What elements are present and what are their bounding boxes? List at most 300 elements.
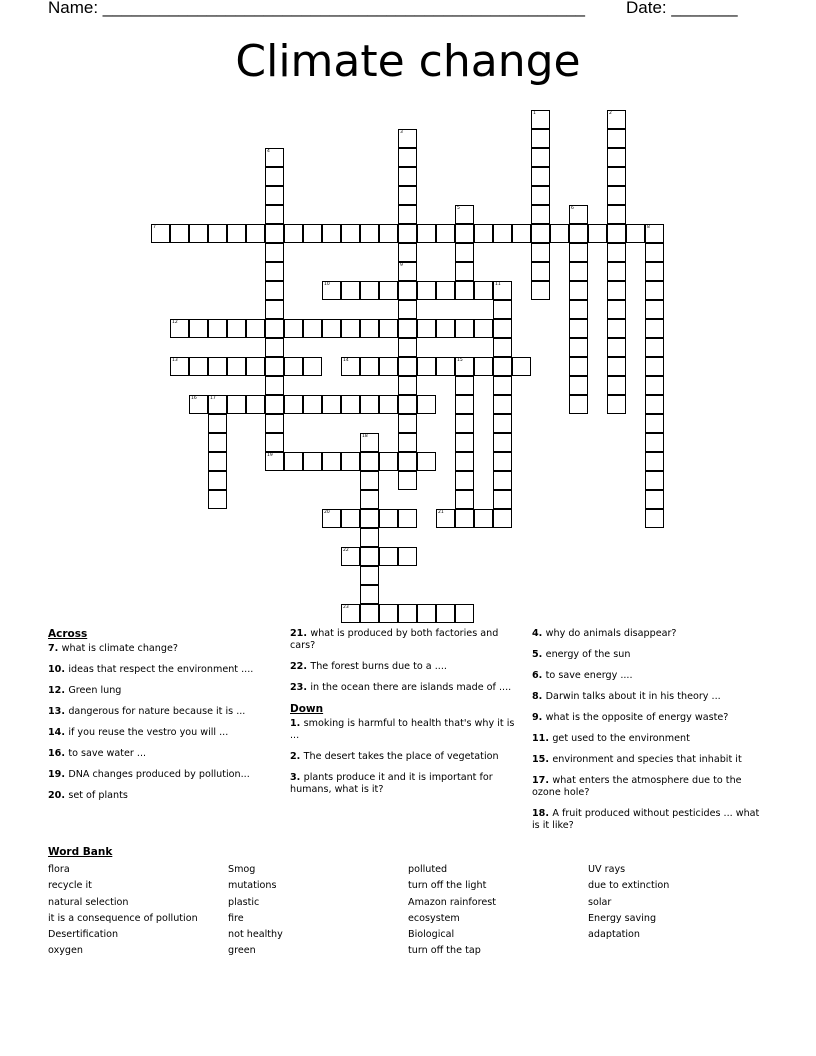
- clue-item: [48, 790, 270, 802]
- grid-cell[interactable]: [284, 319, 303, 338]
- grid-cell[interactable]: [398, 186, 417, 205]
- grid-cell[interactable]: [398, 471, 417, 490]
- grid-cell[interactable]: [246, 357, 265, 376]
- page-title: Climate change: [235, 36, 581, 87]
- grid-cell[interactable]: [550, 224, 569, 243]
- grid-cell[interactable]: [151, 224, 170, 243]
- grid-cell[interactable]: [170, 319, 189, 338]
- grid-cell[interactable]: [645, 300, 664, 319]
- grid-cell[interactable]: [208, 490, 227, 509]
- grid-cell[interactable]: [379, 604, 398, 623]
- word-bank-item: turn off the light: [408, 880, 487, 892]
- grid-cell[interactable]: [265, 281, 284, 300]
- grid-cell[interactable]: [455, 490, 474, 509]
- grid-cell[interactable]: [569, 395, 588, 414]
- grid-cell[interactable]: [455, 281, 474, 300]
- clue-item: [48, 685, 270, 697]
- grid-cell[interactable]: [531, 186, 550, 205]
- grid-cell[interactable]: [569, 338, 588, 357]
- word-bank-item: it is a consequence of pollution: [48, 912, 198, 924]
- grid-cell[interactable]: [208, 471, 227, 490]
- clue-text: energy of the sun: [545, 649, 631, 660]
- grid-cell[interactable]: [417, 319, 436, 338]
- clue-number: 19: [267, 453, 273, 458]
- grid-cell[interactable]: [208, 395, 227, 414]
- clue-number: 20: [324, 510, 330, 515]
- grid-cell[interactable]: [284, 395, 303, 414]
- grid-cell[interactable]: [645, 357, 664, 376]
- grid-cell[interactable]: [607, 148, 626, 167]
- grid-cell[interactable]: [398, 319, 417, 338]
- grid-cell[interactable]: [284, 452, 303, 471]
- word-bank-item: Energy saving: [588, 912, 657, 924]
- grid-cell[interactable]: [360, 319, 379, 338]
- grid-cell[interactable]: [455, 414, 474, 433]
- grid-cell[interactable]: [398, 300, 417, 319]
- grid-cell[interactable]: [607, 129, 626, 148]
- grid-cell[interactable]: [303, 224, 322, 243]
- grid-cell[interactable]: [360, 566, 379, 585]
- grid-cell[interactable]: [493, 300, 512, 319]
- grid-cell[interactable]: [360, 452, 379, 471]
- grid-cell[interactable]: [455, 395, 474, 414]
- grid-cell[interactable]: [303, 319, 322, 338]
- grid-cell[interactable]: [398, 376, 417, 395]
- grid-cell[interactable]: [398, 338, 417, 357]
- grid-cell[interactable]: [208, 433, 227, 452]
- grid-cell[interactable]: [455, 224, 474, 243]
- clue-number: 12: [172, 320, 178, 325]
- grid-cell[interactable]: [569, 357, 588, 376]
- clue-number: 23: [343, 605, 349, 610]
- grid-cell[interactable]: [227, 224, 246, 243]
- grid-cell[interactable]: [493, 395, 512, 414]
- clue-item: [532, 808, 764, 832]
- word-bank-title: Word Bank: [48, 846, 113, 858]
- grid-cell[interactable]: [436, 357, 455, 376]
- clue-text: environment and species that inhabit it: [552, 754, 742, 765]
- grid-cell[interactable]: [531, 224, 550, 243]
- grid-cell[interactable]: [208, 452, 227, 471]
- word-bank-item: green: [228, 945, 256, 957]
- grid-cell[interactable]: [417, 604, 436, 623]
- grid-cell[interactable]: [493, 338, 512, 357]
- grid-cell[interactable]: [531, 262, 550, 281]
- grid-cell[interactable]: [265, 414, 284, 433]
- grid-cell[interactable]: [189, 357, 208, 376]
- grid-cell[interactable]: [417, 395, 436, 414]
- clue-item: [48, 727, 270, 739]
- grid-cell[interactable]: [398, 604, 417, 623]
- grid-cell[interactable]: [607, 110, 626, 129]
- grid-cell[interactable]: [493, 509, 512, 528]
- grid-cell[interactable]: [398, 281, 417, 300]
- grid-cell[interactable]: [645, 490, 664, 509]
- grid-cell[interactable]: [341, 281, 360, 300]
- grid-cell[interactable]: [645, 224, 664, 243]
- grid-cell[interactable]: [379, 395, 398, 414]
- grid-cell[interactable]: [246, 395, 265, 414]
- grid-cell[interactable]: [398, 243, 417, 262]
- clue-text: get used to the environment: [552, 733, 690, 744]
- grid-cell[interactable]: [189, 395, 208, 414]
- grid-cell[interactable]: [398, 167, 417, 186]
- clue-number: 16.: [48, 748, 69, 759]
- clue-number: 15: [457, 358, 463, 363]
- grid-cell[interactable]: [417, 281, 436, 300]
- grid-cell[interactable]: [341, 452, 360, 471]
- grid-cell[interactable]: [284, 357, 303, 376]
- grid-cell[interactable]: [398, 395, 417, 414]
- grid-cell[interactable]: [607, 300, 626, 319]
- grid-cell[interactable]: [607, 319, 626, 338]
- grid-cell[interactable]: [265, 433, 284, 452]
- grid-cell[interactable]: [398, 262, 417, 281]
- grid-cell[interactable]: [398, 205, 417, 224]
- grid-cell[interactable]: [569, 243, 588, 262]
- grid-cell[interactable]: [170, 224, 189, 243]
- grid-cell[interactable]: [360, 433, 379, 452]
- grid-cell[interactable]: [322, 281, 341, 300]
- grid-cell[interactable]: [341, 604, 360, 623]
- grid-cell[interactable]: [265, 357, 284, 376]
- grid-cell[interactable]: [360, 509, 379, 528]
- grid-cell[interactable]: [474, 357, 493, 376]
- grid-cell[interactable]: [341, 319, 360, 338]
- grid-cell[interactable]: [607, 224, 626, 243]
- grid-cell[interactable]: [474, 281, 493, 300]
- grid-cell[interactable]: [645, 452, 664, 471]
- clue-item: [532, 649, 764, 661]
- grid-cell[interactable]: [341, 509, 360, 528]
- word-bank-column: [228, 862, 283, 960]
- clue-item: [290, 751, 522, 763]
- across-heading: Across: [48, 628, 88, 640]
- grid-cell[interactable]: [208, 414, 227, 433]
- clue-item: [532, 628, 764, 640]
- grid-cell[interactable]: [645, 376, 664, 395]
- clue-number: 13.: [48, 706, 69, 717]
- grid-cell[interactable]: [531, 110, 550, 129]
- grid-cell[interactable]: [208, 319, 227, 338]
- grid-cell[interactable]: [531, 129, 550, 148]
- grid-cell[interactable]: [455, 262, 474, 281]
- clues-column-3: [532, 628, 764, 841]
- grid-cell[interactable]: [265, 376, 284, 395]
- grid-cell[interactable]: [607, 205, 626, 224]
- grid-cell[interactable]: [493, 224, 512, 243]
- grid-cell[interactable]: [265, 243, 284, 262]
- clue-number: 15.: [532, 754, 553, 765]
- grid-cell[interactable]: [265, 300, 284, 319]
- grid-cell[interactable]: [645, 414, 664, 433]
- clue-item: [532, 775, 764, 799]
- grid-cell[interactable]: [379, 319, 398, 338]
- grid-cell[interactable]: [265, 452, 284, 471]
- grid-cell[interactable]: [645, 319, 664, 338]
- grid-cell[interactable]: [322, 319, 341, 338]
- grid-cell[interactable]: [417, 452, 436, 471]
- clues-column-1: [48, 628, 270, 811]
- clue-number: 7: [153, 225, 156, 230]
- grid-cell[interactable]: [569, 205, 588, 224]
- grid-cell[interactable]: [341, 224, 360, 243]
- grid-cell[interactable]: [645, 243, 664, 262]
- word-bank-item: due to extinction: [588, 880, 670, 892]
- name-field-label[interactable]: Name: ___________________________________________________: [48, 0, 585, 17]
- grid-cell[interactable]: [170, 357, 189, 376]
- grid-cell[interactable]: [246, 319, 265, 338]
- grid-cell[interactable]: [341, 357, 360, 376]
- grid-cell[interactable]: [607, 357, 626, 376]
- clue-text: what enters the atmosphere due to the ozone hole?: [532, 775, 742, 798]
- clue-item: [290, 682, 522, 694]
- grid-cell[interactable]: [588, 224, 607, 243]
- grid-cell[interactable]: [493, 452, 512, 471]
- grid-cell[interactable]: [341, 547, 360, 566]
- grid-cell[interactable]: [360, 395, 379, 414]
- grid-cell[interactable]: [227, 319, 246, 338]
- grid-cell[interactable]: [227, 395, 246, 414]
- grid-cell[interactable]: [360, 224, 379, 243]
- grid-cell[interactable]: [569, 281, 588, 300]
- grid-cell[interactable]: [569, 262, 588, 281]
- grid-cell[interactable]: [265, 338, 284, 357]
- grid-cell[interactable]: [265, 262, 284, 281]
- grid-cell[interactable]: [607, 376, 626, 395]
- word-bank-item: adaptation: [588, 929, 640, 941]
- clue-item: [532, 691, 764, 703]
- date-field-label[interactable]: Date: _______: [626, 0, 738, 17]
- grid-cell[interactable]: [227, 357, 246, 376]
- clue-number: 3.: [290, 772, 304, 783]
- grid-cell[interactable]: [379, 281, 398, 300]
- grid-cell[interactable]: [626, 224, 645, 243]
- clues-column-2: [290, 628, 522, 805]
- clue-text: plants produce it and it is important for humans, what is it?: [290, 772, 493, 795]
- clue-number: 6.: [532, 670, 546, 681]
- grid-cell[interactable]: [379, 509, 398, 528]
- grid-cell[interactable]: [474, 509, 493, 528]
- clue-text: A fruit produced without pesticides ... what is it like?: [532, 808, 760, 831]
- grid-cell[interactable]: [265, 186, 284, 205]
- clue-number: 4.: [532, 628, 546, 639]
- grid-cell[interactable]: [569, 224, 588, 243]
- grid-cell[interactable]: [398, 148, 417, 167]
- grid-cell[interactable]: [645, 433, 664, 452]
- grid-cell[interactable]: [569, 376, 588, 395]
- grid-cell[interactable]: [455, 604, 474, 623]
- grid-cell[interactable]: [493, 433, 512, 452]
- grid-cell[interactable]: [455, 243, 474, 262]
- grid-cell[interactable]: [322, 452, 341, 471]
- grid-cell[interactable]: [455, 452, 474, 471]
- grid-cell[interactable]: [360, 585, 379, 604]
- grid-cell[interactable]: [322, 395, 341, 414]
- grid-cell[interactable]: [379, 452, 398, 471]
- grid-cell[interactable]: [246, 224, 265, 243]
- grid-cell[interactable]: [493, 357, 512, 376]
- word-bank-item: solar: [588, 896, 612, 908]
- grid-cell[interactable]: [455, 471, 474, 490]
- grid-cell[interactable]: [607, 281, 626, 300]
- clue-number: 11: [495, 282, 501, 287]
- grid-cell[interactable]: [436, 509, 455, 528]
- grid-cell[interactable]: [265, 205, 284, 224]
- grid-cell[interactable]: [607, 395, 626, 414]
- clue-item: [48, 706, 270, 718]
- word-bank-item: oxygen: [48, 945, 84, 957]
- grid-cell[interactable]: [379, 547, 398, 566]
- grid-cell[interactable]: [360, 490, 379, 509]
- grid-cell[interactable]: [607, 186, 626, 205]
- grid-cell[interactable]: [645, 471, 664, 490]
- word-bank-item: Biological: [408, 929, 455, 941]
- grid-cell[interactable]: [360, 471, 379, 490]
- clue-number: 22.: [290, 661, 311, 672]
- grid-cell[interactable]: [398, 414, 417, 433]
- word-bank-item: natural selection: [48, 896, 129, 908]
- grid-cell[interactable]: [569, 300, 588, 319]
- grid-cell[interactable]: [455, 205, 474, 224]
- grid-cell[interactable]: [645, 338, 664, 357]
- clue-number: 20.: [48, 790, 69, 801]
- grid-cell[interactable]: [265, 148, 284, 167]
- grid-cell[interactable]: [265, 395, 284, 414]
- grid-cell[interactable]: [493, 281, 512, 300]
- grid-cell[interactable]: [531, 205, 550, 224]
- grid-cell[interactable]: [531, 243, 550, 262]
- grid-cell[interactable]: [645, 395, 664, 414]
- grid-cell[interactable]: [645, 509, 664, 528]
- grid-cell[interactable]: [417, 224, 436, 243]
- clue-item: [532, 754, 764, 766]
- clue-number: 21: [438, 510, 444, 515]
- grid-cell[interactable]: [398, 547, 417, 566]
- clue-number: 1: [533, 111, 536, 116]
- grid-cell[interactable]: [360, 528, 379, 547]
- clue-text: Darwin talks about it in his theory ...: [545, 691, 721, 702]
- grid-cell[interactable]: [284, 224, 303, 243]
- grid-cell[interactable]: [455, 357, 474, 376]
- grid-cell[interactable]: [569, 319, 588, 338]
- clue-number: 13: [172, 358, 178, 363]
- clue-item: [290, 772, 522, 796]
- grid-cell[interactable]: [531, 148, 550, 167]
- grid-cell[interactable]: [360, 547, 379, 566]
- grid-cell[interactable]: [189, 319, 208, 338]
- clue-item: [290, 661, 522, 673]
- grid-cell[interactable]: [436, 319, 455, 338]
- grid-cell[interactable]: [265, 319, 284, 338]
- grid-cell[interactable]: [607, 243, 626, 262]
- clue-number: 4: [267, 149, 270, 154]
- clue-number: 12.: [48, 685, 69, 696]
- clue-text: why do animals disappear?: [545, 628, 677, 639]
- grid-cell[interactable]: [455, 433, 474, 452]
- grid-cell[interactable]: [436, 604, 455, 623]
- grid-cell[interactable]: [455, 376, 474, 395]
- grid-cell[interactable]: [398, 509, 417, 528]
- grid-cell[interactable]: [493, 319, 512, 338]
- grid-cell[interactable]: [379, 224, 398, 243]
- grid-cell[interactable]: [303, 452, 322, 471]
- grid-cell[interactable]: [474, 224, 493, 243]
- grid-cell[interactable]: [265, 167, 284, 186]
- clue-text: Green lung: [68, 685, 122, 696]
- grid-cell[interactable]: [189, 224, 208, 243]
- clue-number: 7.: [48, 643, 62, 654]
- grid-cell[interactable]: [398, 452, 417, 471]
- word-bank-item: polluted: [408, 864, 448, 875]
- clue-number: 5: [457, 206, 460, 211]
- clue-number: 14: [343, 358, 349, 363]
- clue-text: what is climate change?: [61, 643, 178, 654]
- grid-cell[interactable]: [398, 357, 417, 376]
- clue-number: 8: [647, 225, 650, 230]
- grid-cell[interactable]: [208, 357, 227, 376]
- word-bank-item: ecosystem: [408, 912, 460, 924]
- grid-cell[interactable]: [531, 167, 550, 186]
- grid-cell[interactable]: [398, 433, 417, 452]
- grid-cell[interactable]: [303, 357, 322, 376]
- grid-cell[interactable]: [436, 224, 455, 243]
- grid-cell[interactable]: [322, 224, 341, 243]
- grid-cell[interactable]: [208, 224, 227, 243]
- grid-cell[interactable]: [455, 509, 474, 528]
- clue-item: [48, 748, 270, 760]
- clue-text: what is produced by both factories and cars?: [290, 628, 499, 651]
- grid-cell[interactable]: [607, 167, 626, 186]
- grid-cell[interactable]: [436, 281, 455, 300]
- grid-cell[interactable]: [607, 262, 626, 281]
- grid-cell[interactable]: [607, 338, 626, 357]
- word-bank-column: [48, 862, 198, 960]
- grid-cell[interactable]: [341, 395, 360, 414]
- grid-cell[interactable]: [398, 129, 417, 148]
- grid-cell[interactable]: [303, 395, 322, 414]
- grid-cell[interactable]: [360, 604, 379, 623]
- grid-cell[interactable]: [474, 319, 493, 338]
- clue-number: 17.: [532, 775, 553, 786]
- grid-cell[interactable]: [645, 281, 664, 300]
- clue-text: set of plants: [68, 790, 128, 801]
- grid-cell[interactable]: [360, 281, 379, 300]
- clue-number: 18: [362, 434, 368, 439]
- word-bank-column: [408, 862, 496, 960]
- grid-cell[interactable]: [512, 357, 531, 376]
- grid-cell[interactable]: [493, 376, 512, 395]
- grid-cell[interactable]: [398, 224, 417, 243]
- grid-cell[interactable]: [417, 357, 436, 376]
- grid-cell[interactable]: [531, 281, 550, 300]
- grid-cell[interactable]: [493, 414, 512, 433]
- grid-cell[interactable]: [512, 224, 531, 243]
- clue-number: 19.: [48, 769, 69, 780]
- clue-number: 3: [400, 130, 403, 135]
- grid-cell[interactable]: [493, 490, 512, 509]
- grid-cell[interactable]: [379, 357, 398, 376]
- grid-cell[interactable]: [322, 509, 341, 528]
- word-bank-item: not healthy: [228, 929, 283, 941]
- grid-cell[interactable]: [645, 262, 664, 281]
- grid-cell[interactable]: [455, 319, 474, 338]
- grid-cell[interactable]: [265, 224, 284, 243]
- word-bank-item: Amazon rainforest: [408, 896, 497, 908]
- word-bank-item: Smog: [228, 864, 256, 875]
- grid-cell[interactable]: [493, 471, 512, 490]
- grid-cell[interactable]: [360, 357, 379, 376]
